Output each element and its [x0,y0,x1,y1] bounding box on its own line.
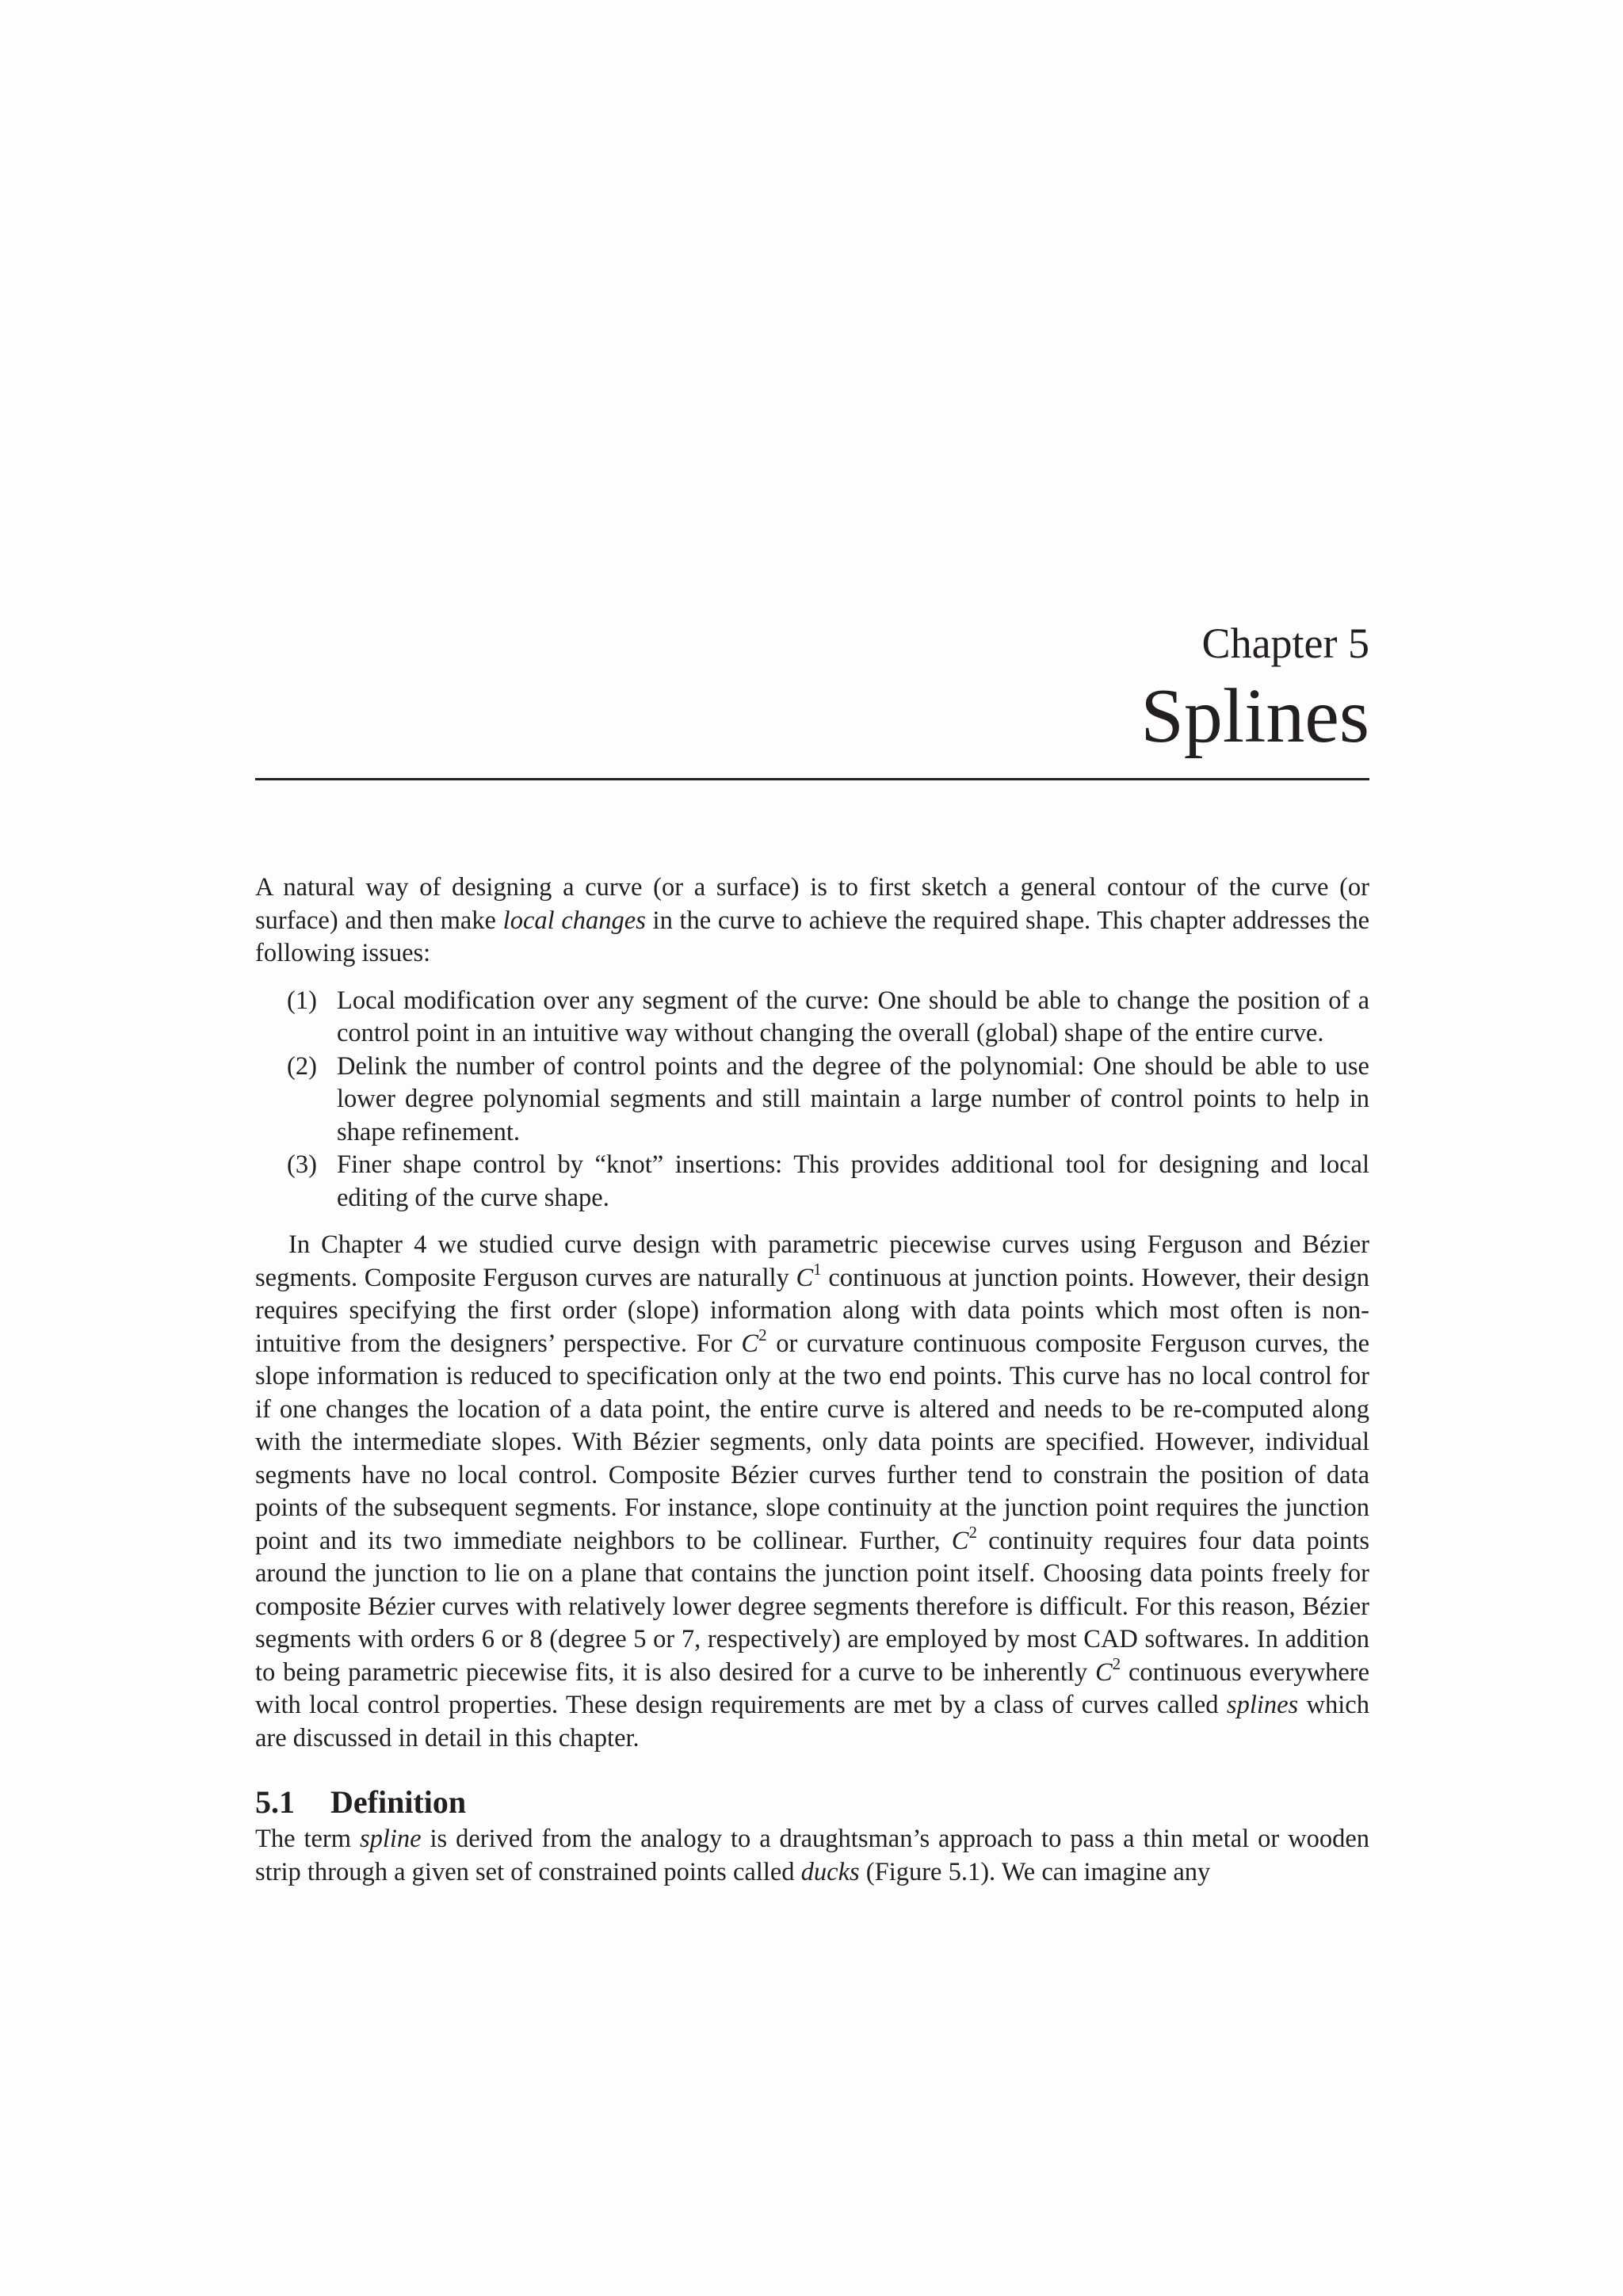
emphasis: ducks [800,1857,860,1886]
section-heading [255,1783,1369,1821]
emphasis: splines [1226,1691,1299,1719]
list-item [255,985,1369,1051]
superscript: 2 [968,1522,977,1542]
text-run: which are discussed in detail in this chapter. [255,1691,1369,1753]
text-run: or curvature continuous composite Ferguson curves, the slope information is reduced to specification only at the two end points. This curve has no local control for if one changes the location of a data point, the entire curve is altered and needs to be re-computed along with the intermediate slopes. With Bézier segments, only data points are specified. However, individual segments have no local control. Composite Bézier curves further tend to constrain the position of data points of the subsequent segments. For instance, slope continuity at the junction point requires the junction point and its two immediate neighbors to be collinear. Further, [255,1329,1369,1555]
text-run: continuity requires four data points around the junction to lie on a plane that contains the junction point itself. Choosing data points freely for composite Bézier curves with relatively lower degree segments therefore is difficult. For this reason, Bézier segments with orders 6 or 8 (degree 5 or 7, respectively) are employed by most CAD softwares. In addition to being parametric piecewise fits, it is also desired for a curve to be inherently [255,1526,1370,1687]
superscript: 2 [758,1325,767,1344]
superscript: 1 [813,1259,822,1279]
text-run: In Chapter 4 we studied curve design with parametric piecewise curves using Ferguson and Bézier segments. Composite Ferguson curves are naturally [255,1230,1369,1292]
intro-text-a: A natural way of designing a curve (or a surface) is to first sketch a general contour of the curve (or surface) and then make [255,873,1369,935]
list-item-number: (2) [287,1051,317,1081]
chapter-label: Chapter 5 [1201,620,1369,667]
superscript: 2 [1112,1653,1121,1673]
chapter-rule [255,778,1369,780]
list-item-number: (3) [287,1150,317,1179]
list-item-text: Local modification over any segment of the curve: One should be able to change the position of a control point in an intuitive way without changing the overall (global) shape of the entire curve. [337,986,1369,1047]
text-run: is derived from the analogy to a draughtsman’s approach to pass a thin metal or wooden strip through a given set of constrained points called [255,1825,1369,1886]
text-run: continuous at junction points. However, their design requires specifying the first order (slope) information along with data points which most often is non-intuitive from the designers’ perspective. For [255,1263,1369,1358]
chapter-body [255,871,1369,1889]
text-run: (Figure 5.1). We can imagine any [859,1857,1211,1886]
intro-text-b: in the curve to achieve the required shape. This chapter addresses the following issues: [255,906,1369,967]
issues-list [255,985,1369,1215]
body-paragraph [255,1229,1369,1755]
list-item [255,1051,1369,1150]
intro-paragraph [255,871,1369,971]
section-title: Definition [330,1784,467,1820]
chapter-title: Splines [1140,673,1369,759]
chapter-heading [255,618,1369,759]
text-run: The term [255,1825,360,1853]
math-symbol: C [951,1526,969,1555]
list-item-text: Finer shape control by “knot” insertions: This provides additional tool for designing and local editing of the curve shape. [337,1150,1369,1212]
intro-emphasis: local changes [502,906,646,935]
section-number: 5.1 [255,1784,295,1820]
math-symbol: C [741,1329,759,1358]
emphasis: spline [359,1825,422,1853]
list-item-number: (1) [287,986,317,1015]
definition-paragraph [255,1823,1369,1889]
math-symbol: C [796,1263,814,1292]
text-run: continuous everywhere with local control properties. These design requirements are met by a class of curves called [255,1657,1369,1719]
list-item-text: Delink the number of control points and the degree of the polynomial: One should be able to use lower degree polynomial segments and still maintain a large number of control points to help in shape refinement. [337,1051,1369,1146]
math-symbol: C [1094,1657,1113,1687]
list-item [255,1149,1369,1215]
